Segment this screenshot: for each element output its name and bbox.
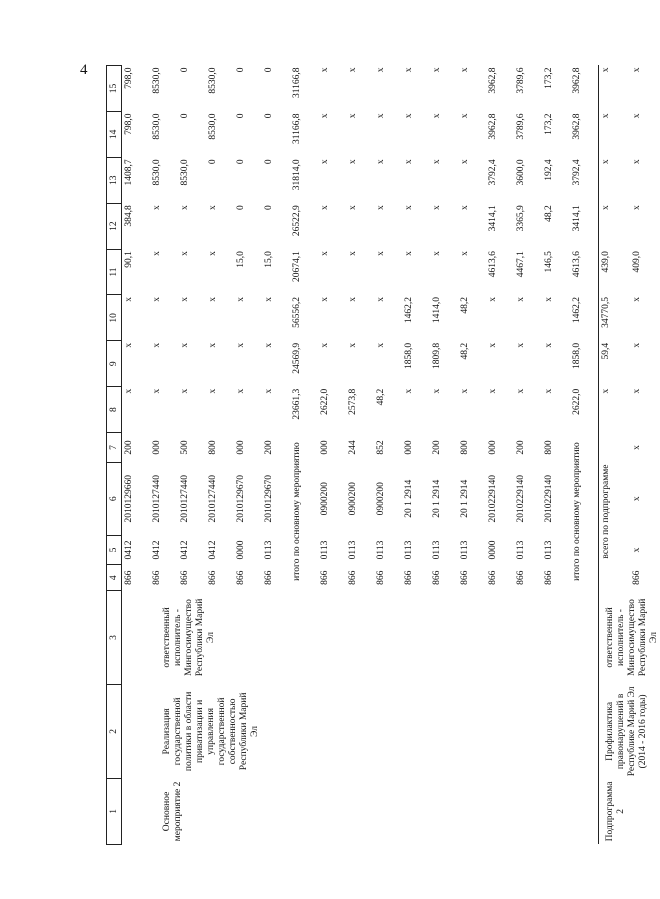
table-cell: 0113 bbox=[376, 540, 386, 560]
table-cell: 866 bbox=[631, 570, 642, 585]
table-cell: 200 bbox=[264, 440, 274, 455]
table-cell: x bbox=[404, 67, 414, 73]
table-cell: x bbox=[264, 342, 274, 348]
table-cell: 866 bbox=[404, 570, 414, 585]
table-cell: x bbox=[348, 113, 358, 119]
table-cell: x bbox=[404, 113, 414, 119]
table-cell: x bbox=[348, 342, 358, 348]
table-cell: x bbox=[348, 296, 358, 302]
table-cell: 1809,8 bbox=[432, 342, 442, 369]
table-cell: 8530,0 bbox=[152, 67, 162, 94]
table-cell: x bbox=[236, 296, 246, 302]
budget-table bbox=[106, 65, 660, 845]
total-cell: 439,0 bbox=[599, 249, 630, 295]
total-cell: 1858,0 bbox=[572, 342, 582, 369]
table-cell: 1414,0 bbox=[432, 296, 442, 324]
table-cell: 15,0 bbox=[264, 251, 274, 268]
table-cell: x bbox=[460, 251, 470, 256]
table-cell: 0113 bbox=[432, 540, 442, 560]
table-cell: x bbox=[544, 296, 554, 302]
table-cell: x bbox=[376, 296, 386, 302]
table-cell: x bbox=[631, 67, 642, 73]
total-cell: 59,4 bbox=[599, 341, 630, 387]
table-cell: 0412 bbox=[180, 540, 190, 560]
column-header: 4 bbox=[107, 565, 122, 591]
table-cell: 3789,6 bbox=[516, 67, 526, 94]
table-cell: x bbox=[124, 296, 134, 302]
table-cell: x bbox=[516, 342, 526, 348]
table-cell: 2010229140 bbox=[488, 475, 498, 523]
table-body bbox=[122, 66, 660, 845]
table-cell: x bbox=[264, 388, 274, 394]
table-cell: 2010229140 bbox=[516, 475, 526, 523]
table-cell: 000 bbox=[236, 440, 246, 455]
table-cell: 0113 bbox=[348, 540, 358, 560]
table-cell: x bbox=[631, 296, 642, 302]
total-cell: 24569,9 bbox=[292, 342, 302, 374]
total-cell: 3962,8 bbox=[572, 67, 582, 94]
table-cell: x bbox=[404, 205, 414, 210]
table-cell: x bbox=[432, 251, 442, 256]
table-cell: x bbox=[180, 251, 190, 256]
table-cell: 3962,8 bbox=[488, 67, 498, 94]
column-header: 6 bbox=[107, 462, 122, 535]
section-label-sub2: Подпрограмма 2 bbox=[599, 778, 660, 844]
table-cell: 0 bbox=[208, 159, 218, 165]
total-label: итого по основному мероприятию bbox=[572, 442, 582, 581]
total-cell: 3962,8 bbox=[572, 113, 582, 140]
table-cell: x bbox=[236, 388, 246, 394]
table-cell: x bbox=[152, 205, 162, 210]
column-header: 14 bbox=[107, 111, 122, 157]
table-cell: 2010129660 bbox=[124, 475, 134, 523]
column-header: 10 bbox=[107, 295, 122, 341]
table-cell: 2010229140 bbox=[544, 475, 554, 523]
table-cell: 8530,0 bbox=[180, 159, 190, 186]
page-number: 4 bbox=[80, 62, 88, 78]
table-cell: 0 bbox=[180, 67, 190, 73]
table-cell: 798,0 bbox=[124, 67, 134, 89]
section-executor-sub2: ответственный исполнитель - Мингосимущество Республики Марий Эл bbox=[599, 591, 660, 685]
total-cell: 31166,8 bbox=[292, 113, 302, 145]
table-cell: x bbox=[460, 388, 470, 394]
table-cell: 0 bbox=[236, 113, 246, 119]
total-cell: x bbox=[599, 66, 630, 112]
table-cell: 1408,7 bbox=[124, 159, 134, 186]
table-cell: x bbox=[208, 388, 218, 394]
table-cell: 0113 bbox=[544, 540, 554, 560]
total-cell: 56556,2 bbox=[292, 296, 302, 328]
table-cell: 866 bbox=[432, 570, 442, 585]
column-header: 8 bbox=[107, 387, 122, 433]
table-cell: 0412 bbox=[152, 540, 162, 560]
table-cell: x bbox=[631, 388, 642, 394]
table-cell: x bbox=[631, 159, 642, 165]
table-cell: 0113 bbox=[460, 540, 470, 560]
table-cell: x bbox=[320, 113, 330, 119]
table-cell: 15,0 bbox=[236, 251, 246, 268]
table-cell: x bbox=[516, 388, 526, 394]
total-cell: 3792,4 bbox=[572, 159, 582, 186]
table-cell: 4613,6 bbox=[488, 251, 498, 278]
table-cell: 866 bbox=[152, 570, 162, 585]
table-cell: x bbox=[631, 342, 642, 348]
table-cell: 2010127440 bbox=[180, 475, 190, 523]
header-row bbox=[107, 66, 122, 845]
total-label: всего по подпрограмме bbox=[599, 433, 630, 591]
table-cell: 146,5 bbox=[544, 251, 554, 273]
table-cell: x bbox=[320, 251, 330, 256]
table-cell: 48,2 bbox=[544, 205, 554, 222]
table-cell: x bbox=[348, 159, 358, 165]
column-header: 9 bbox=[107, 341, 122, 387]
table-cell: 192,4 bbox=[544, 159, 554, 181]
table-cell: 0 bbox=[264, 159, 274, 165]
total-label: итого по основному мероприятию bbox=[292, 442, 302, 581]
table-cell: x bbox=[376, 159, 386, 165]
table-cell: 2573,8 bbox=[348, 388, 358, 415]
table-cell: x bbox=[376, 113, 386, 119]
total-cell: x bbox=[599, 203, 630, 249]
table-cell: x bbox=[404, 251, 414, 256]
table-cell: x bbox=[404, 388, 414, 394]
table-cell: 0113 bbox=[264, 540, 274, 560]
table-cell: 0 bbox=[236, 205, 246, 210]
column-header: 5 bbox=[107, 535, 122, 565]
table-cell: 8530,0 bbox=[208, 67, 218, 94]
table-cell: 3600,0 bbox=[516, 159, 526, 186]
table-cell: 20 1 2914 bbox=[432, 479, 442, 518]
table-cell: 200 bbox=[432, 440, 442, 455]
column-header: 12 bbox=[107, 203, 122, 249]
table-cell: 4467,1 bbox=[516, 251, 526, 278]
column-header: 3 bbox=[107, 591, 122, 685]
table-cell: 866 bbox=[544, 570, 554, 585]
table-cell: x bbox=[124, 342, 134, 348]
total-cell: 4613,6 bbox=[572, 251, 582, 278]
column-header: 13 bbox=[107, 157, 122, 203]
table-cell: 866 bbox=[516, 570, 526, 585]
table-row bbox=[122, 66, 151, 845]
table-cell: x bbox=[320, 342, 330, 348]
table-cell: 173,2 bbox=[544, 113, 554, 135]
table-cell: x bbox=[348, 67, 358, 73]
total-cell: 31814,0 bbox=[292, 159, 302, 191]
table-cell: x bbox=[544, 388, 554, 394]
table-cell: 2622,0 bbox=[320, 388, 330, 415]
table-cell: x bbox=[631, 547, 642, 553]
table-cell: 866 bbox=[376, 570, 386, 585]
table-cell: 200 bbox=[124, 440, 134, 455]
column-header: 1 bbox=[107, 778, 122, 844]
table-cell: x bbox=[432, 113, 442, 119]
table-cell: 8530,0 bbox=[152, 159, 162, 186]
total-cell: x bbox=[599, 157, 630, 203]
table-cell: x bbox=[404, 159, 414, 165]
table-cell: 000 bbox=[488, 440, 498, 455]
table-cell: 173,2 bbox=[544, 67, 554, 89]
table-cell: 0412 bbox=[208, 540, 218, 560]
table-cell: x bbox=[152, 342, 162, 348]
table-cell: 3789,6 bbox=[516, 113, 526, 140]
table-cell: x bbox=[348, 205, 358, 210]
section-title-main2: Реализация государственной политики в области приватизации и управления государственной собственностью Республики Марий Эл bbox=[162, 691, 260, 772]
table-cell: 0113 bbox=[404, 540, 414, 560]
table-cell: x bbox=[432, 67, 442, 73]
table-cell: 866 bbox=[488, 570, 498, 585]
table-cell: 0900200 bbox=[376, 482, 386, 516]
table-cell: 866 bbox=[208, 570, 218, 585]
table-cell: x bbox=[376, 342, 386, 348]
table-cell: 0900200 bbox=[348, 482, 358, 516]
table-cell: 798,0 bbox=[124, 113, 134, 135]
column-header: 7 bbox=[107, 433, 122, 463]
table-cell: 0 bbox=[180, 113, 190, 119]
table-cell: x bbox=[631, 205, 642, 210]
table-cell: x bbox=[460, 113, 470, 119]
table-cell: 000 bbox=[152, 440, 162, 455]
table-cell: x bbox=[180, 296, 190, 302]
total-row bbox=[599, 66, 630, 845]
table-cell: 384,8 bbox=[124, 205, 134, 227]
table-cell: x bbox=[631, 113, 642, 119]
table-cell: 0 bbox=[264, 113, 274, 119]
table-cell: 8530,0 bbox=[152, 113, 162, 140]
total-cell: x bbox=[599, 111, 630, 157]
table-cell: x bbox=[208, 296, 218, 302]
section-title-sub2: Профилактика правонарушений в Республике Марий Эл (2014 - 2016 годы) bbox=[599, 684, 660, 778]
table-cell: 409,0 bbox=[631, 251, 642, 273]
table-cell: 0000 bbox=[236, 540, 246, 560]
table-cell: x bbox=[516, 296, 526, 302]
table-cell: x bbox=[320, 205, 330, 210]
table-cell: 2010127440 bbox=[208, 475, 218, 523]
table-cell: 866 bbox=[460, 570, 470, 585]
table-cell: 90,1 bbox=[124, 251, 134, 268]
section-executor-main2: ответственный исполнитель - Мингосимущество Республики Марий Эл bbox=[162, 598, 216, 677]
table-cell: 200 bbox=[516, 440, 526, 455]
table-cell: x bbox=[432, 159, 442, 165]
table-cell: 866 bbox=[348, 570, 358, 585]
table-cell: 866 bbox=[124, 570, 134, 585]
table-cell: 0412 bbox=[124, 540, 134, 560]
table-cell: x bbox=[460, 205, 470, 210]
table-cell: x bbox=[264, 296, 274, 302]
table-cell: x bbox=[180, 205, 190, 210]
table-cell: 866 bbox=[236, 570, 246, 585]
table-cell: 000 bbox=[320, 440, 330, 455]
total-cell: 23661,3 bbox=[292, 388, 302, 420]
table-cell: 0113 bbox=[320, 540, 330, 560]
table-cell: x bbox=[631, 445, 642, 450]
table-cell: x bbox=[208, 251, 218, 256]
total-cell: 1462,2 bbox=[572, 296, 582, 324]
total-cell: 3414,1 bbox=[572, 205, 582, 232]
table-cell: x bbox=[320, 67, 330, 73]
table-cell: x bbox=[348, 251, 358, 256]
table-cell: x bbox=[432, 205, 442, 210]
table-cell: x bbox=[320, 159, 330, 165]
table-cell: x bbox=[320, 296, 330, 302]
table-cell: x bbox=[180, 388, 190, 394]
table-cell: x bbox=[376, 205, 386, 210]
table-cell: x bbox=[124, 388, 134, 394]
table-cell: x bbox=[180, 342, 190, 348]
table-cell: 0 bbox=[264, 205, 274, 210]
table-cell: x bbox=[236, 342, 246, 348]
table-cell: x bbox=[432, 388, 442, 394]
table-cell: x bbox=[152, 251, 162, 256]
table-cell: 0 bbox=[236, 159, 246, 165]
table-cell: x bbox=[208, 342, 218, 348]
table-cell: x bbox=[488, 388, 498, 394]
table-cell: x bbox=[376, 67, 386, 73]
table-cell: 1462,2 bbox=[404, 296, 414, 324]
table-cell: 2010129670 bbox=[264, 475, 274, 523]
table-cell: 0113 bbox=[516, 540, 526, 560]
table-cell: x bbox=[152, 388, 162, 394]
table-cell: 3414,1 bbox=[488, 205, 498, 232]
total-cell: 26522,9 bbox=[292, 205, 302, 237]
total-cell: 2622,0 bbox=[572, 388, 582, 415]
table-cell: 866 bbox=[264, 570, 274, 585]
table-cell: 8530,0 bbox=[208, 113, 218, 140]
table-cell: x bbox=[488, 296, 498, 302]
table-cell: x bbox=[631, 496, 642, 502]
table-cell: 20 1 2914 bbox=[460, 479, 470, 518]
table-cell: 3962,8 bbox=[488, 113, 498, 140]
table-cell: 800 bbox=[208, 440, 218, 455]
table-cell: 800 bbox=[544, 440, 554, 455]
total-cell: 34770,5 bbox=[599, 295, 630, 341]
table-cell: 866 bbox=[180, 570, 190, 585]
column-header: 15 bbox=[107, 66, 122, 112]
table-cell: 000 bbox=[404, 440, 414, 455]
table-cell: 500 bbox=[180, 440, 190, 455]
table-cell: x bbox=[460, 159, 470, 165]
table-cell: x bbox=[152, 296, 162, 302]
rotated-table-container bbox=[106, 65, 659, 845]
table-cell: 3365,9 bbox=[516, 205, 526, 232]
total-cell: 31166,8 bbox=[292, 67, 302, 99]
table-cell: 48,2 bbox=[460, 296, 470, 314]
section-label-main2: Основное мероприятие 2 bbox=[162, 781, 183, 842]
table-cell: x bbox=[544, 342, 554, 348]
table-cell: x bbox=[376, 251, 386, 256]
table-cell: 48,2 bbox=[460, 342, 470, 360]
table-cell: x bbox=[208, 205, 218, 210]
table-cell: 0 bbox=[236, 67, 246, 73]
total-cell: x bbox=[599, 387, 630, 433]
table-cell: 800 bbox=[460, 440, 470, 455]
column-header: 2 bbox=[107, 684, 122, 778]
table-cell: 20 1 2914 bbox=[404, 479, 414, 518]
table-cell: 48,2 bbox=[376, 388, 386, 406]
table-cell: 852 bbox=[376, 440, 386, 455]
table-cell: x bbox=[488, 342, 498, 348]
table-cell: 0900200 bbox=[320, 482, 330, 516]
table-cell: 2010129670 bbox=[236, 475, 246, 523]
table-cell: 2010127440 bbox=[152, 475, 162, 523]
table-cell: x bbox=[460, 67, 470, 73]
table-cell: 244 bbox=[348, 440, 358, 455]
table-cell: 0000 bbox=[488, 540, 498, 560]
table-cell: 3792,4 bbox=[488, 159, 498, 186]
table-cell: 0 bbox=[264, 67, 274, 73]
table-cell: 866 bbox=[320, 570, 330, 585]
column-header: 11 bbox=[107, 249, 122, 295]
table-cell: 1858,0 bbox=[404, 342, 414, 369]
total-cell: 20674,1 bbox=[292, 251, 302, 282]
